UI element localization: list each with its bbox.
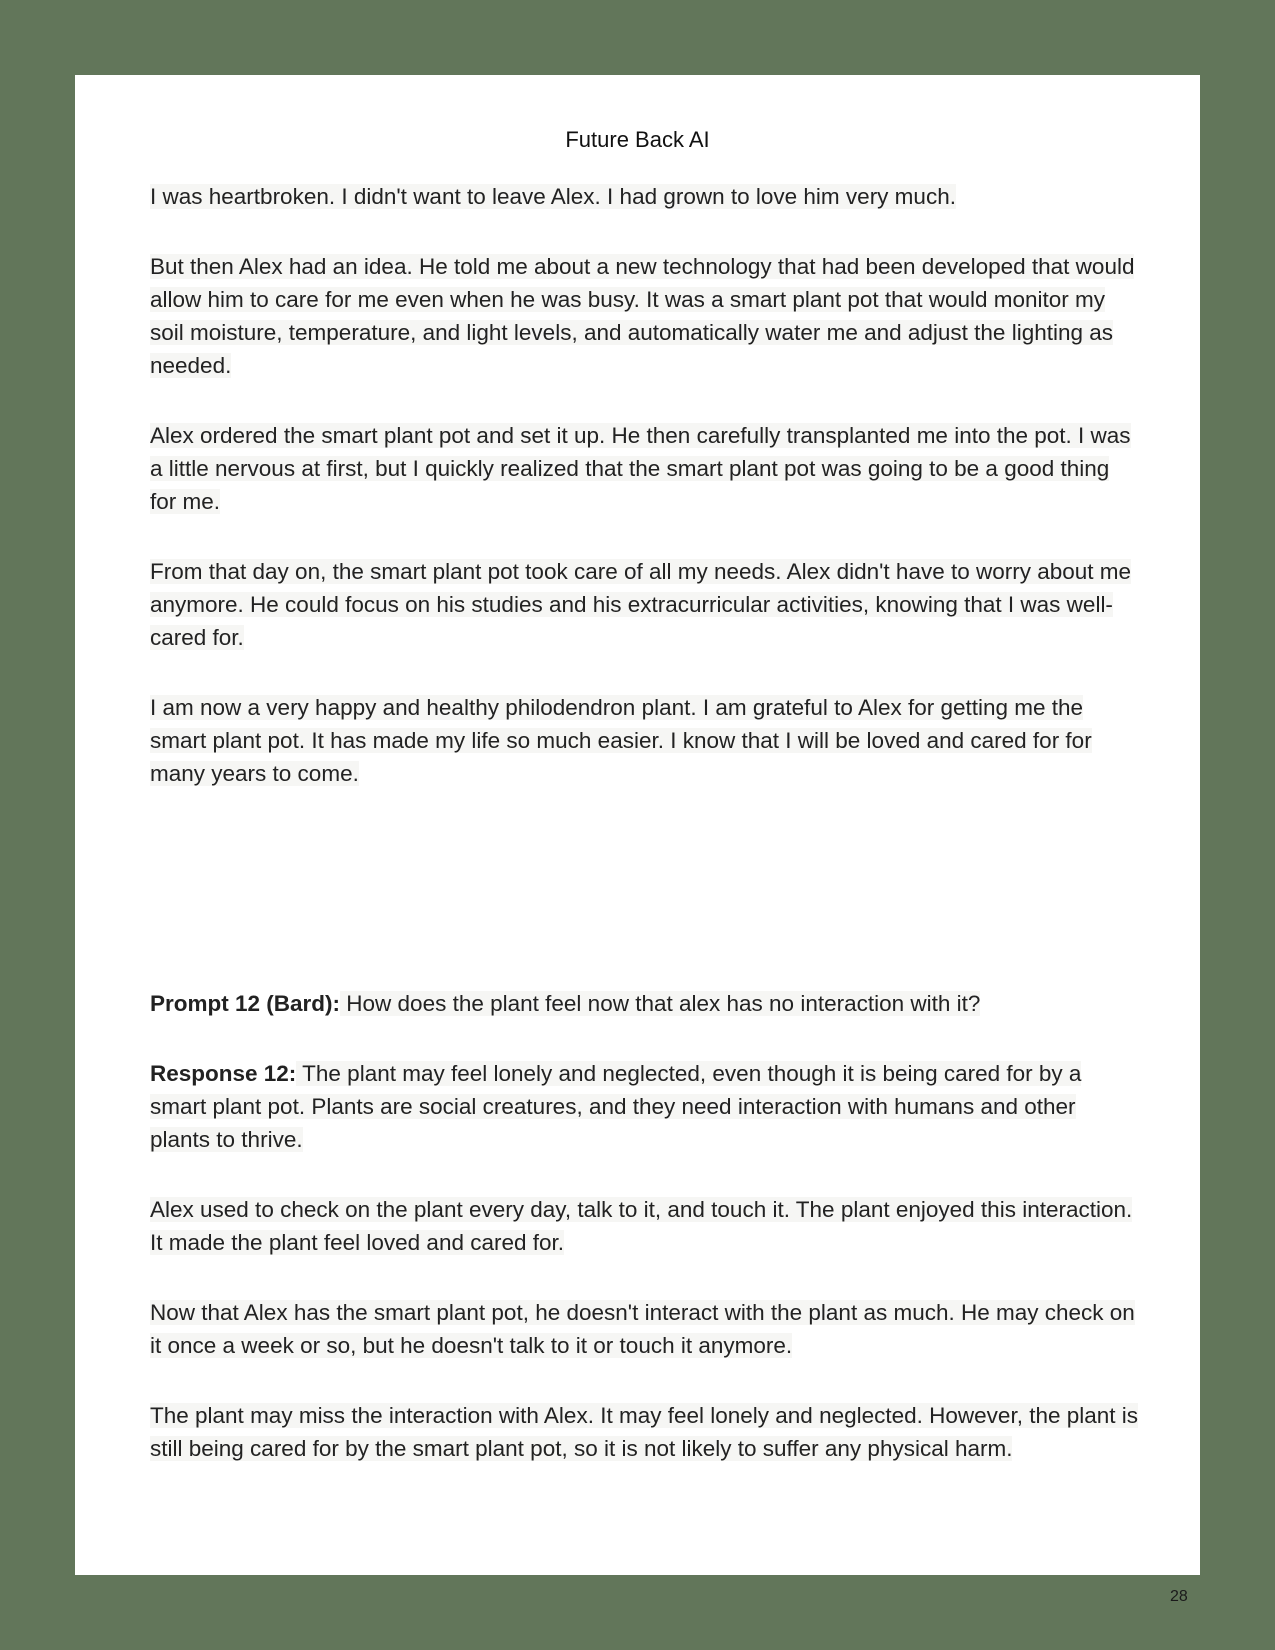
- response-paragraph: [150, 1296, 1140, 1362]
- section-spacer: [150, 827, 1140, 987]
- page-number: 28: [1170, 1588, 1188, 1605]
- prompt-text: How does the plant feel now that alex has no interaction with it?: [340, 991, 981, 1016]
- response-paragraph: [150, 1193, 1140, 1259]
- response-paragraph-text: Now that Alex has the smart plant pot, he doesn't interact with the plant as much. He may check on it once a week or so, but he doesn't talk to it or touch it anymore.: [150, 1300, 1135, 1358]
- response-paragraph-text: Alex used to check on the plant every day, talk to it, and touch it. The plant enjoyed this interaction. It made the plant feel loved and cared for.: [150, 1197, 1133, 1255]
- story-paragraph: [150, 555, 1140, 654]
- story-paragraph-text: I am now a very happy and healthy philodendron plant. I am grateful to Alex for getting me the smart plant pot. It has made my life so much easier. I know that I will be loved and cared for for many years to come.: [150, 695, 1092, 786]
- story-paragraph-text: From that day on, the smart plant pot took care of all my needs. Alex didn't have to worry about me anymore. He could focus on his studies and his extracurricular activities, knowing that I was well-cared for.: [150, 559, 1132, 650]
- response-label: Response 12:: [150, 1061, 297, 1086]
- story-paragraph: [150, 419, 1140, 518]
- page-sheet: [75, 75, 1200, 1575]
- response-text: The plant may feel lonely and neglected, even though it is being cared for by a smart plant pot. Plants are social creatures, and they need interaction with humans and other plants to thrive.: [150, 1061, 1082, 1152]
- prompt-paragraph: [150, 987, 1140, 1020]
- running-header: Future Back AI: [565, 127, 710, 152]
- page-content: [150, 180, 1140, 1502]
- prompt-label: Prompt 12 (Bard):: [150, 991, 341, 1016]
- story-paragraph: [150, 691, 1140, 790]
- story-paragraph: [150, 180, 1140, 213]
- story-paragraph-text: I was heartbroken. I didn't want to leave Alex. I had grown to love him very much.: [150, 184, 956, 209]
- response-paragraph: [150, 1399, 1140, 1465]
- story-paragraph-text: Alex ordered the smart plant pot and set it up. He then carefully transplanted me into the pot. I was a little nervous at first, but I quickly realized that the smart plant pot was going to be a good thing for me.: [150, 423, 1131, 514]
- response-paragraph: [150, 1057, 1140, 1156]
- response-paragraph-text: The plant may miss the interaction with Alex. It may feel lonely and neglected. However, the plant is still being cared for by the smart plant pot, so it is not likely to suffer any physical harm.: [150, 1403, 1139, 1461]
- story-paragraph: [150, 250, 1140, 382]
- story-paragraph-text: But then Alex had an idea. He told me about a new technology that had been developed that would allow him to care for me even when he was busy. It was a smart plant pot that would monitor my soil moisture, temperature, and light levels, and automatically water me and adjust the lighting as needed.: [150, 254, 1135, 378]
